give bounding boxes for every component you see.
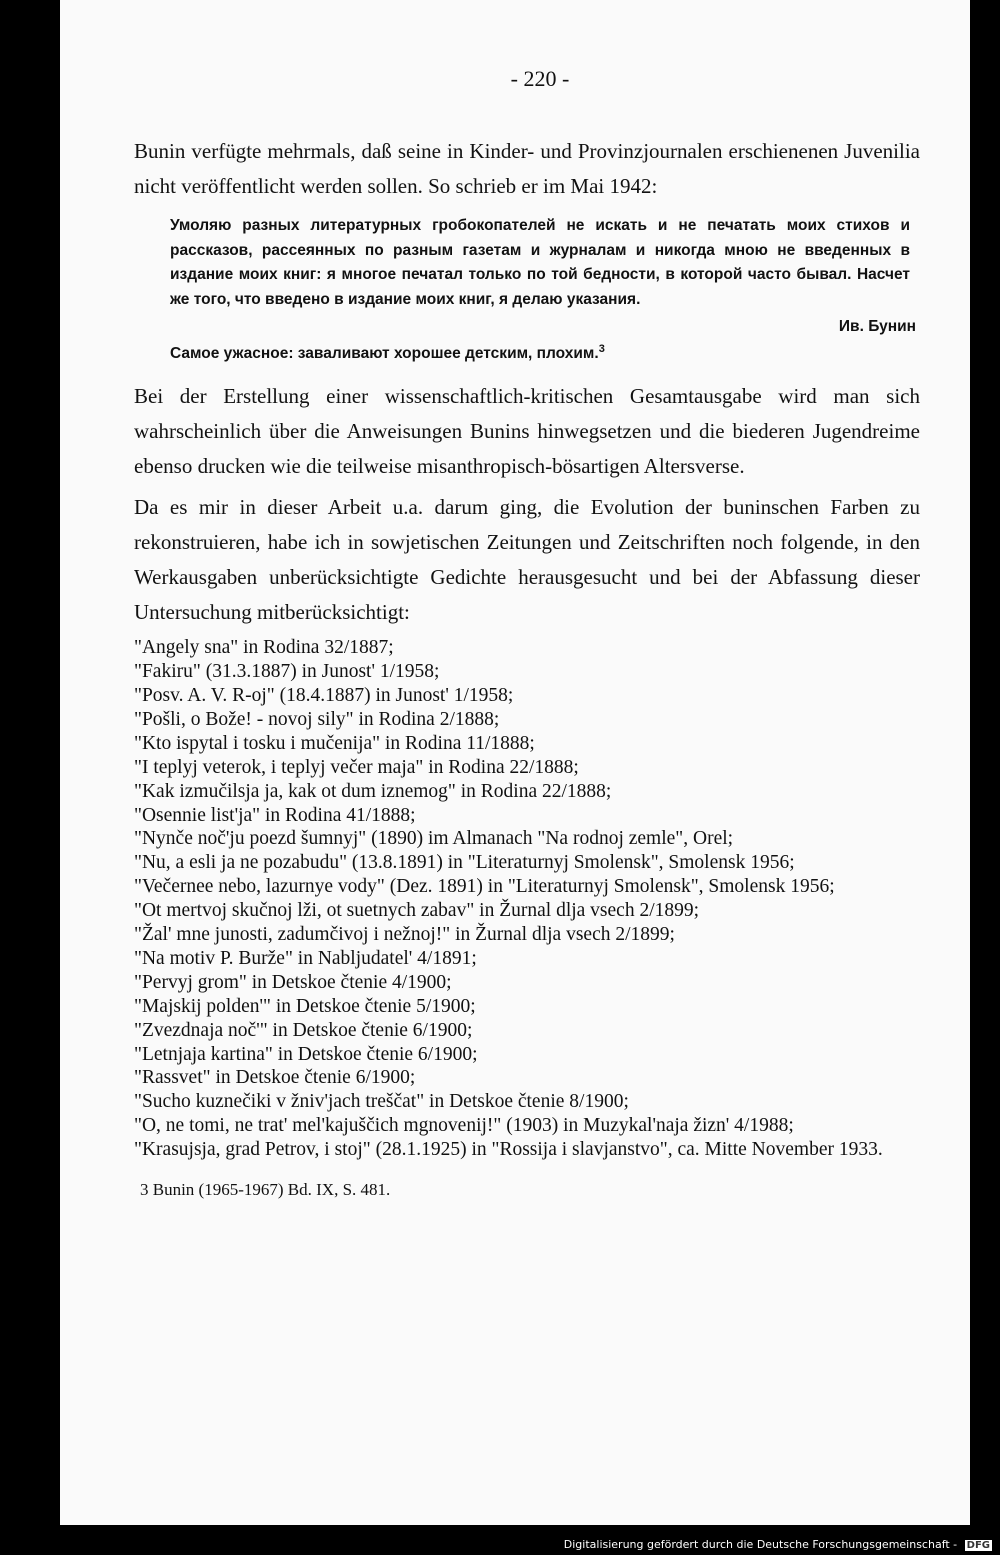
intro-paragraph: Bunin verfügte mehrmals, daß seine in Kinder- und Provinzjournalen erschienenen Juvenilia nicht veröffentlicht werden sollen. So schrieb er im Mai 1942: <box>134 139 920 198</box>
poem-list-item: "Krasujsja, grad Petrov, i stoj" (28.1.1925) in "Rossija i slavjanstvo", ca. Mitte November 1933. <box>134 1139 883 1161</box>
scanned-page <box>60 0 970 1525</box>
poem-list-item: "Fakiru" (31.3.1887) in Junost' 1/1958; <box>134 661 440 683</box>
poem-list-item: "Posv. A. V. R-oj" (18.4.1887) in Junost' 1/1958; <box>134 684 514 706</box>
paragraph-gesamtausgabe: Bei der Erstellung einer wissenschaftlich-kritischen Gesamtausgabe wird man sich wahrscheinlich über die Anweisungen Bunins hinwegsetzen und die biederen Jugendreime ebenso drucken wie die teilweise misanthropisch-bösartigen Altersverse. <box>134 384 920 479</box>
poem-list-item: "Majskij polden'" in Detskoe čtenie 5/1900; <box>134 995 476 1017</box>
poem-list-item: "Zvezdnaja noč'" in Detskoe čtenie 6/1900; <box>134 1019 473 1041</box>
poem-list-item: "Osennie list'ja" in Rodina 41/1888; <box>134 804 416 826</box>
page-number: - 220 - <box>510 66 570 91</box>
footnote-reference: 3 <box>598 343 605 355</box>
poem-list-item: "Letnjaja kartina" in Detskoe čtenie 6/1900; <box>134 1043 478 1065</box>
credit-text: Digitalisierung gefördert durch die Deutsche Forschungsgemeinschaft - <box>563 1538 958 1551</box>
poem-list-item: "Kto ispytal i tosku i mučenija" in Rodina 11/1888; <box>134 732 535 754</box>
poem-list-item: "I teplyj veterok, i teplyj večer maja" in Rodina 22/1888; <box>134 756 579 778</box>
quote-second-line-text: Самое ужасное: заваливают хорошее детским, плохим. <box>170 345 599 363</box>
poem-list-item: "Sucho kuznečiki v žniv'jach treščat" in Detskoe čtenie 8/1900; <box>134 1091 629 1113</box>
poem-list <box>134 636 920 1162</box>
poem-list-item: "Pervyj grom" in Detskoe čtenie 4/1900; <box>134 971 452 993</box>
poem-list-item: "Rassvet" in Detskoe čtenie 6/1900; <box>134 1067 416 1089</box>
page-content <box>134 134 920 1200</box>
poem-list-item: "Žal' mne junosti, zadumčivoj i nežnoj!" in Žurnal dlja vsech 2/1899; <box>134 924 675 946</box>
paragraph-evolution: Da es mir in dieser Arbeit u.a. darum ging, die Evolution der buninschen Farben zu rekonstruieren, habe ich in sowjetischen Zeitungen und Zeitschriften noch folgende, in den Werkausgaben unberücksichtigte Gedichte herausgesucht und bei der Abfassung dieser Untersuchung mitberücksichtigt: <box>134 495 920 625</box>
dfg-logo: DFG <box>966 1540 990 1551</box>
poem-list-item: "Večernee nebo, lazurnye vody" (Dez. 1891) in "Literaturnyj Smolensk", Smolensk 1956; <box>134 876 835 898</box>
digitization-credit <box>564 1538 992 1551</box>
poem-list-item: "Pošli, o Bože! - novoj sily" in Rodina 2/1888; <box>134 708 500 730</box>
bunin-quote: Умоляю разных литературных гробокопателей не искать и не печатать моих стихов и рассказов, рассеянных по разным газетам и журналам и никогда мною не введенных в издание моих книг: я многое печатал только по той бедности, в которой часто бывал. Насчет же того, что введено в издание моих книг, я делаю указания. <box>170 217 910 308</box>
quote-signature: Ив. Бунин <box>838 318 916 335</box>
poem-list-item: "Angely sna" in Rodina 32/1887; <box>134 637 394 659</box>
poem-list-item: "O, ne tomi, ne trat' mel'kajuščich mgnovenij!" (1903) in Muzykal'naja žizn' 4/1988; <box>134 1115 794 1137</box>
footnote: 3 Bunin (1965-1967) Bd. IX, S. 481. <box>140 1180 391 1200</box>
quote-second-line <box>170 338 920 365</box>
poem-list-item: "Nynče noč'ju poezd šumnyj" (1890) im Almanach "Na rodnoj zemle", Orel; <box>134 828 734 850</box>
poem-list-item: "Kak izmučilsja ja, kak ot dum iznemog" in Rodina 22/1888; <box>134 780 612 802</box>
poem-list-item: "Ot mertvoj skučnoj lži, ot suetnych zabav" in Žurnal dlja vsech 2/1899; <box>134 900 700 922</box>
poem-list-item: "Na motiv P. Burže" in Nabljudatel' 4/1891; <box>134 947 477 969</box>
poem-list-item: "Nu, a esli ja ne pozabudu" (13.8.1891) in "Literaturnyj Smolensk", Smolensk 1956; <box>134 852 795 874</box>
